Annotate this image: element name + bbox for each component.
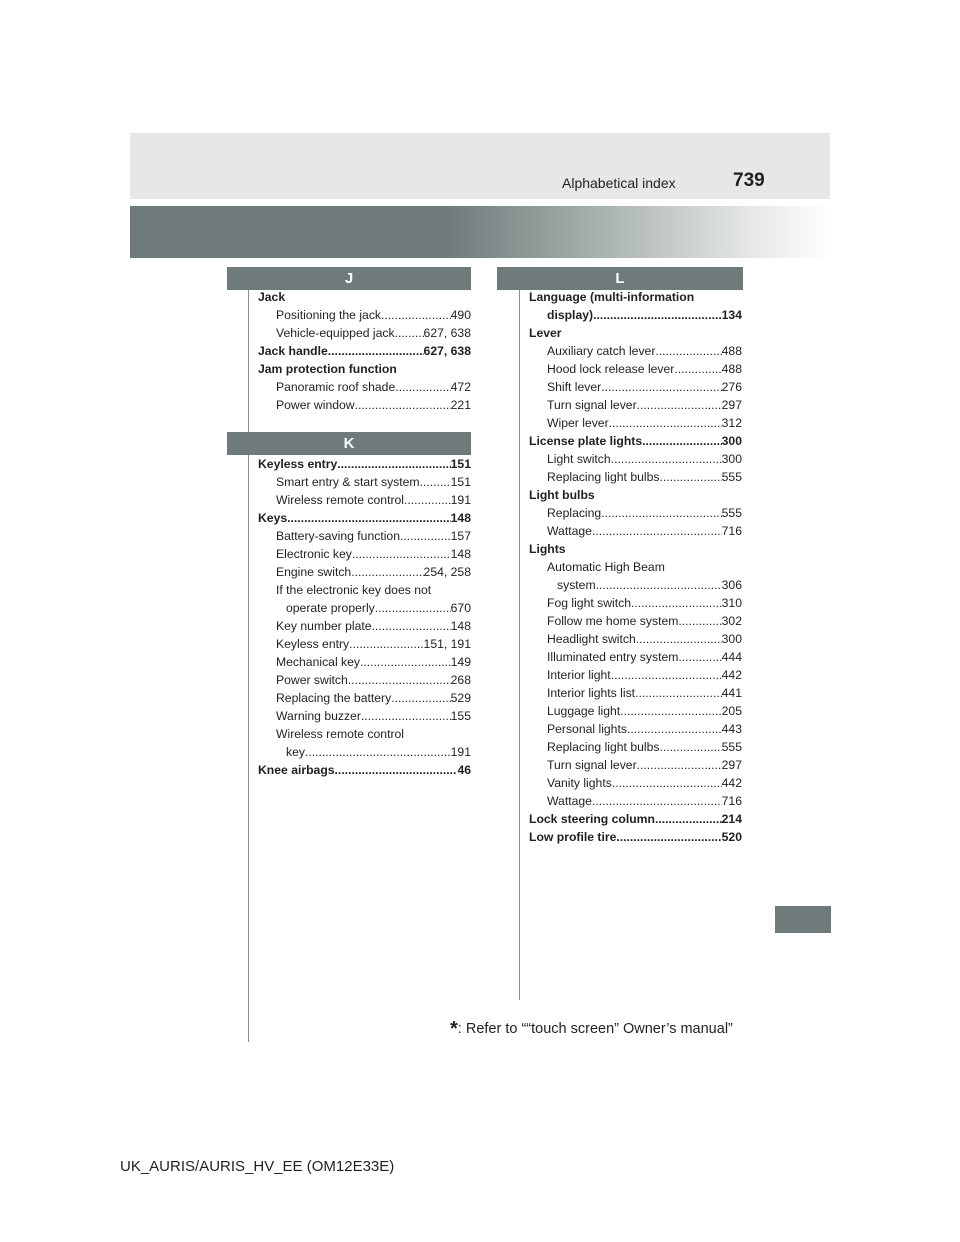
index-entry-term: Illuminated entry system: [547, 650, 679, 664]
index-entry-term: system: [557, 578, 596, 592]
dot-leader: [596, 576, 722, 594]
column-divider-right: [519, 290, 520, 1000]
index-entry-term: Automatic High Beam: [547, 560, 665, 574]
index-entry: [258, 288, 471, 306]
dot-leader: [611, 666, 722, 684]
index-entry: [258, 378, 471, 396]
dot-leader: [655, 810, 722, 828]
dot-leader: [678, 612, 721, 630]
index-entry: [529, 666, 742, 684]
index-entry-term: display): [547, 308, 594, 322]
index-entry-page: 472: [450, 380, 471, 394]
index-entry-term: Wireless remote control: [276, 493, 405, 507]
index-entry: [529, 450, 742, 468]
index-entry-term: Panoramic roof shade: [276, 380, 396, 394]
index-entry-page: 300: [721, 452, 742, 466]
dot-leader: [381, 306, 451, 324]
index-entry-term: Keyless entry: [276, 637, 350, 651]
index-entry-term: Headlight switch: [547, 632, 636, 646]
index-entry: [529, 522, 742, 540]
dot-leader: [361, 707, 451, 725]
index-entry-term: Vanity lights: [547, 776, 612, 790]
index-entry-term: Lights: [529, 542, 566, 556]
dot-leader: [355, 396, 451, 414]
index-entry: [258, 743, 471, 761]
index-entry-page: 441: [721, 686, 742, 700]
index-entry-page: 520: [721, 830, 742, 844]
dot-leader: [637, 396, 722, 414]
index-entry-term: Shift lever: [547, 380, 602, 394]
index-entry: [258, 473, 471, 491]
index-entry-page: 442: [721, 668, 742, 682]
index-entry-page: 148: [450, 547, 471, 561]
index-entry-page: 300: [721, 434, 742, 448]
dot-leader: [678, 648, 721, 666]
index-entry: [258, 527, 471, 545]
document-code: UK_AURIS/AURIS_HV_EE (OM12E33E): [120, 1158, 395, 1175]
index-entry-page: 297: [721, 758, 742, 772]
index-entry: [529, 414, 742, 432]
index-entry: [258, 653, 471, 671]
index-entry: [529, 360, 742, 378]
letter-header-l: L: [497, 267, 743, 290]
index-entry-page: 716: [721, 794, 742, 808]
index-entry-page: 148: [450, 619, 471, 633]
index-entry: [258, 581, 471, 599]
index-entry-page: 627, 638: [423, 326, 471, 340]
index-entry: [529, 486, 742, 504]
dot-leader: [375, 599, 451, 617]
index-entry-page: 205: [721, 704, 742, 718]
footnote: [450, 1018, 733, 1041]
page-number: 739: [733, 170, 765, 191]
index-entry-page: 310: [721, 596, 742, 610]
index-entry-term: Low profile tire: [529, 830, 617, 844]
dot-leader: [601, 378, 721, 396]
dot-leader: [592, 522, 722, 540]
index-list-k: [258, 455, 471, 779]
index-entry-page: 46: [457, 763, 471, 777]
index-entry: [529, 594, 742, 612]
index-entry: [529, 306, 742, 324]
index-entry: [258, 671, 471, 689]
index-entry-term: Replacing light bulbs: [547, 740, 660, 754]
index-entry-term: Hood lock release lever: [547, 362, 675, 376]
column-divider-left: [248, 290, 249, 1042]
index-entry-term: Knee airbags: [258, 763, 335, 777]
index-entry-term: Jack handle: [258, 344, 328, 358]
dot-leader: [349, 635, 423, 653]
index-entry-term: Interior light: [547, 668, 611, 682]
index-entry: [529, 432, 742, 450]
dot-leader: [620, 702, 721, 720]
index-entry: [258, 635, 471, 653]
index-entry: [258, 342, 471, 360]
index-entry: [258, 360, 471, 378]
dot-leader: [404, 491, 451, 509]
dot-leader: [659, 738, 721, 756]
dot-leader: [659, 468, 721, 486]
index-entry-term: Battery-saving function: [276, 529, 400, 543]
index-entry-term: Replacing the battery: [276, 691, 392, 705]
dot-leader: [351, 563, 423, 581]
index-entry-page: 221: [450, 398, 471, 412]
index-entry-term: Language (multi-information: [529, 290, 695, 304]
index-entry: [258, 545, 471, 563]
index-entry: [529, 324, 742, 342]
index-entry-page: 134: [721, 308, 742, 322]
index-entry-page: 148: [450, 511, 471, 525]
dot-leader: [328, 342, 424, 360]
index-entry-page: 488: [721, 344, 742, 358]
index-entry-page: 157: [450, 529, 471, 543]
index-entry-term: Light bulbs: [529, 488, 595, 502]
index-entry-page: 443: [721, 722, 742, 736]
index-entry-term: Wattage: [547, 794, 592, 808]
index-entry: [529, 720, 742, 738]
index-entry-term: Wattage: [547, 524, 592, 538]
index-entry: [529, 576, 742, 594]
index-entry-page: 276: [721, 380, 742, 394]
dot-leader: [616, 828, 721, 846]
dot-leader: [655, 342, 721, 360]
dot-leader: [372, 617, 451, 635]
index-entry: [529, 792, 742, 810]
dot-leader: [593, 306, 722, 324]
index-entry-term: Warning buzzer: [276, 709, 361, 723]
index-entry-page: 444: [721, 650, 742, 664]
index-entry: [258, 707, 471, 725]
dot-leader: [391, 689, 450, 707]
decorative-gradient-bar: [130, 206, 830, 258]
index-entry-term: Jack: [258, 290, 286, 304]
index-entry: [529, 684, 742, 702]
index-entry-page: 490: [450, 308, 471, 322]
dot-leader: [612, 774, 722, 792]
dot-leader: [637, 756, 722, 774]
dot-leader: [635, 684, 722, 702]
index-entry-page: 191: [450, 745, 471, 759]
index-entry: [529, 702, 742, 720]
dot-leader: [609, 414, 722, 432]
index-entry-term: Keyless entry: [258, 457, 338, 471]
index-entry: [529, 810, 742, 828]
chapter-side-tab: [775, 906, 831, 933]
index-entry-term: Vehicle-equipped jack: [276, 326, 395, 340]
dot-leader: [337, 455, 450, 473]
index-entry-page: 151: [450, 475, 471, 489]
dot-leader: [674, 360, 721, 378]
index-entry: [258, 725, 471, 743]
dot-leader: [592, 792, 722, 810]
index-entry-page: 442: [721, 776, 742, 790]
index-entry: [258, 324, 471, 342]
dot-leader: [601, 504, 721, 522]
index-entry: [529, 756, 742, 774]
dot-leader: [400, 527, 451, 545]
index-entry-page: 627, 638: [423, 344, 471, 358]
index-entry: [529, 648, 742, 666]
dot-leader: [642, 432, 722, 450]
index-entry: [529, 774, 742, 792]
index-entry: [529, 612, 742, 630]
index-entry: [258, 617, 471, 635]
index-entry: [258, 455, 471, 473]
footnote-text: : Refer to ““touch screen” Owner’s manual”: [457, 1021, 733, 1037]
index-entry-page: 191: [450, 493, 471, 507]
index-entry: [529, 504, 742, 522]
index-entry-term: Smart entry & start system: [276, 475, 420, 489]
index-entry-term: Personal lights: [547, 722, 627, 736]
index-entry-term: Engine switch: [276, 565, 352, 579]
dot-leader: [335, 761, 458, 779]
index-entry-term: Luggage light: [547, 704, 621, 718]
index-entry-page: 300: [721, 632, 742, 646]
index-entry: [529, 342, 742, 360]
index-entry-term: Lever: [529, 326, 562, 340]
index-entry: [529, 828, 742, 846]
footnote-asterisk: *: [450, 1018, 458, 1040]
index-entry-page: 555: [721, 470, 742, 484]
index-entry-page: 214: [721, 812, 742, 826]
index-entry: [529, 468, 742, 486]
index-entry-page: 670: [450, 601, 471, 615]
index-entry-term: Turn signal lever: [547, 398, 637, 412]
dot-leader: [631, 594, 722, 612]
index-entry: [258, 306, 471, 324]
dot-leader: [395, 378, 450, 396]
index-entry: [258, 396, 471, 414]
index-entry-term: License plate lights: [529, 434, 643, 448]
index-entry-page: 149: [450, 655, 471, 669]
dot-leader: [420, 473, 451, 491]
index-entry-term: Follow me home system: [547, 614, 679, 628]
index-entry-page: 268: [450, 673, 471, 687]
index-entry-term: Replacing: [547, 506, 602, 520]
dot-leader: [636, 630, 722, 648]
index-entry-term: Wireless remote control: [276, 727, 405, 741]
index-entry-page: 312: [721, 416, 742, 430]
index-entry: [258, 563, 471, 581]
dot-leader: [305, 743, 451, 761]
dot-leader: [395, 324, 424, 342]
index-entry-page: 716: [721, 524, 742, 538]
index-entry-term: operate properly: [286, 601, 375, 615]
index-entry-term: Mechanical key: [276, 655, 360, 669]
index-entry-term: Jam protection function: [258, 362, 397, 376]
index-entry: [529, 396, 742, 414]
index-entry-term: Replacing light bulbs: [547, 470, 660, 484]
index-entry-term: Light switch: [547, 452, 611, 466]
index-entry: [529, 378, 742, 396]
index-entry-term: Auxiliary catch lever: [547, 344, 656, 358]
index-entry-term: Electronic key: [276, 547, 352, 561]
section-title: Alphabetical index: [562, 175, 676, 191]
index-entry: [529, 288, 742, 306]
dot-leader: [348, 671, 451, 689]
index-entry-page: 306: [721, 578, 742, 592]
index-entry-term: Wiper lever: [547, 416, 609, 430]
index-entry-term: key: [286, 745, 305, 759]
index-entry-term: Key number plate: [276, 619, 372, 633]
index-entry-page: 529: [450, 691, 471, 705]
dot-leader: [627, 720, 722, 738]
index-entry: [529, 738, 742, 756]
letter-header-k: K: [227, 432, 471, 455]
index-entry-term: Lock steering column: [529, 812, 655, 826]
index-entry-term: Interior lights list: [547, 686, 636, 700]
dot-leader: [611, 450, 722, 468]
index-entry-page: 302: [721, 614, 742, 628]
index-entry-page: 254, 258: [423, 565, 471, 579]
index-entry: [529, 540, 742, 558]
dot-leader: [360, 653, 451, 671]
index-entry: [258, 599, 471, 617]
index-entry-term: Turn signal lever: [547, 758, 637, 772]
index-entry-term: If the electronic key does not: [276, 583, 432, 597]
letter-header-j: J: [227, 267, 471, 290]
index-entry: [258, 761, 471, 779]
index-entry-term: Keys: [258, 511, 288, 525]
index-entry-term: Positioning the jack: [276, 308, 382, 322]
index-entry-page: 488: [721, 362, 742, 376]
index-list-l: [529, 288, 742, 846]
index-entry-page: 155: [450, 709, 471, 723]
index-entry: [258, 491, 471, 509]
index-entry: [529, 558, 742, 576]
index-entry: [258, 509, 471, 527]
index-entry: [258, 689, 471, 707]
header-band: [130, 133, 830, 199]
index-entry-term: Fog light switch: [547, 596, 631, 610]
index-entry-page: 555: [721, 740, 742, 754]
index-entry-term: Power switch: [276, 673, 348, 687]
index-entry: [529, 630, 742, 648]
index-entry-page: 151, 191: [423, 637, 471, 651]
index-list-j: [258, 288, 471, 414]
index-entry-page: 555: [721, 506, 742, 520]
index-entry-term: Power window: [276, 398, 355, 412]
dot-leader: [287, 509, 451, 527]
dot-leader: [352, 545, 451, 563]
index-entry-page: 297: [721, 398, 742, 412]
index-entry-page: 151: [450, 457, 471, 471]
